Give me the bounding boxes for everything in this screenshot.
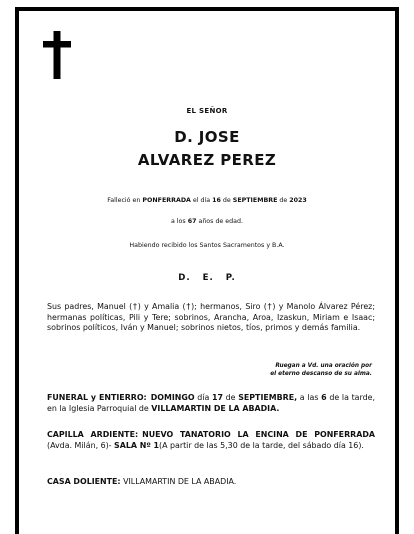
latin-cross-icon xyxy=(43,31,71,79)
obituary-notice xyxy=(15,7,399,534)
prayer-request: Ruegan a Vd. una oración por el eterno descanso de su alma. xyxy=(270,363,372,377)
age-info: a los 67 años de edad. xyxy=(170,218,244,225)
rip-heading: D. E. P. xyxy=(178,273,236,283)
home-paragraph: CASA DOLIENTE: VILLAMARTIN DE LA ABADIA. xyxy=(47,477,237,486)
chapel-paragraph: CAPILLA ARDIENTE: NUEVO TANATORIO LA ENCINA DE PONFERRADA (Avda. Milán, 6)- SALA Nº 1(A partir de las 5,30 de la tarde, del sábado día 16). xyxy=(47,430,375,450)
family-paragraph: Sus padres, Manuel (†) y Amalia (†); hermanos, Siro (†) y Manolo Álvarez Pérez; hermanas políticas, Pili y Tere; sobrinos, Arancha, Aroa, Izaskun, Miriam e Isaac; sobrinos políticos, Iván y Manuel; sobrinos nietos, tíos, primos y demás familia. xyxy=(47,302,375,333)
funeral-paragraph: FUNERAL y ENTIERRO: DOMINGO día 17 de SEPTIEMBRE, a las 6 de la tarde, en la Iglesia Parroquial de VILLAMARTIN DE LA ABADIA. xyxy=(47,393,375,413)
death-info: Falleció en PONFERRADA el día 16 de SEPTIEMBRE de 2023 xyxy=(107,197,307,204)
deceased-name-line-1: D. JOSE xyxy=(174,128,240,146)
deceased-name-line-2: ALVAREZ PEREZ xyxy=(137,151,277,169)
deceased-title: EL SEÑOR xyxy=(186,107,228,115)
sacraments-line: Habiendo recibido los Santos Sacramentos y B.A. xyxy=(129,242,285,249)
